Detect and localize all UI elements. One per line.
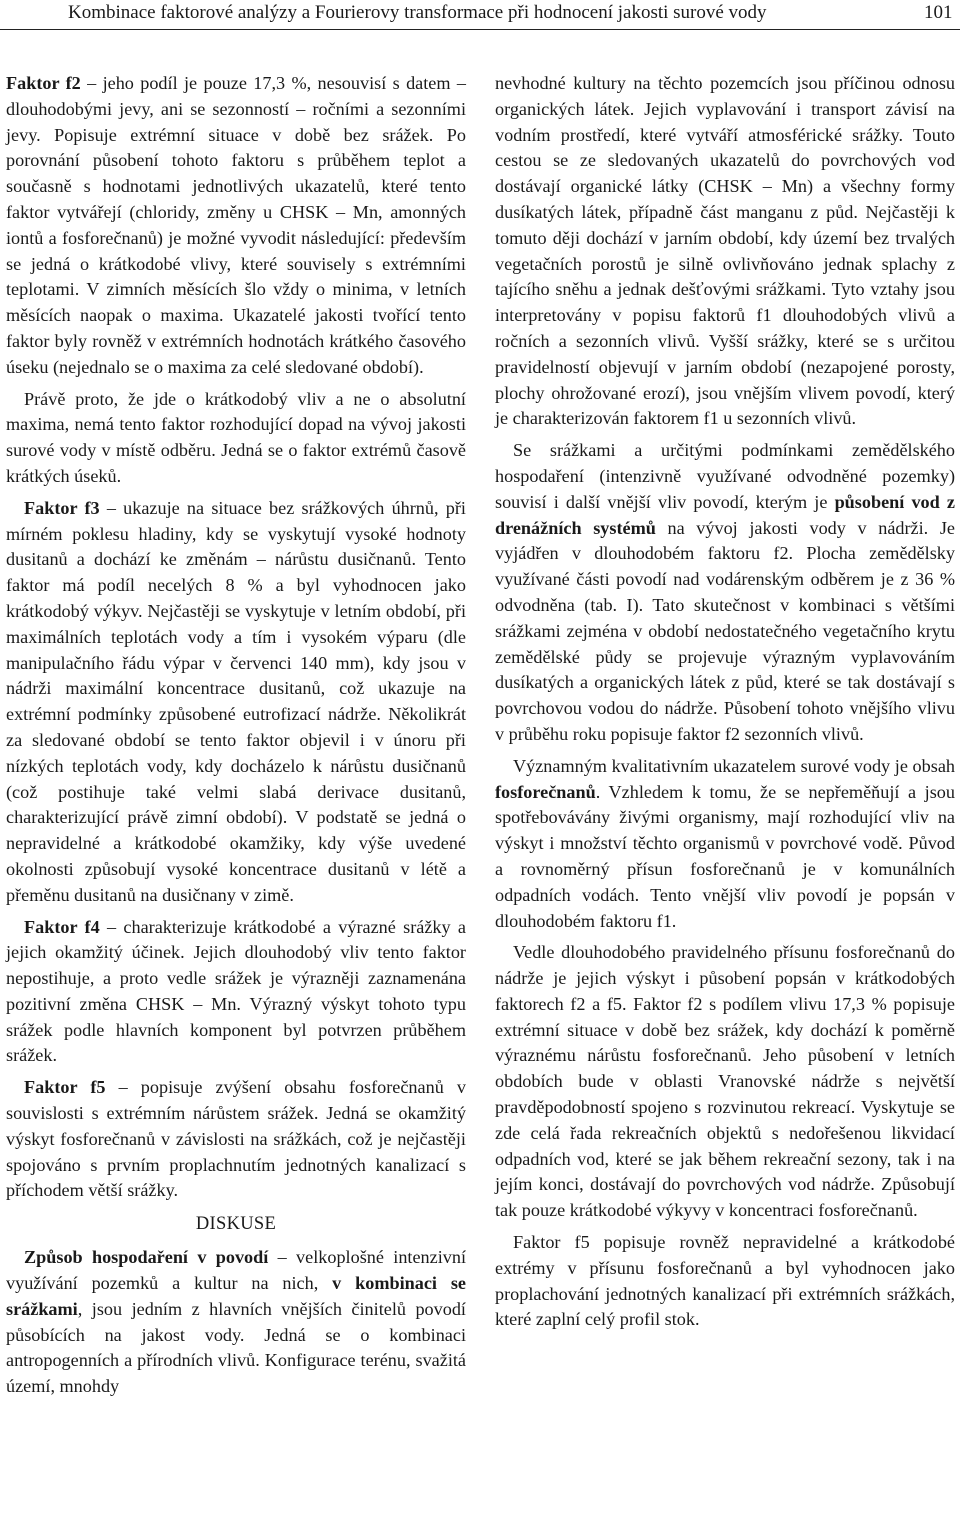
section-heading-diskuse: DISKUSE xyxy=(195,1214,277,1235)
hospodareni-text-a: – velkoplošné intenzivní využívání pozemků a kultur na nich, xyxy=(6,1247,467,1294)
right-column xyxy=(495,71,955,1339)
running-header xyxy=(0,0,960,26)
fosforecnany-text-b: . Vzhledem k tomu, že se nepřeměňují a jsou spotřebovávány živými organismy, mají rozhodující vliv na výskyt i množství těchto organismů v povrchové vodě. Původ a rovnoměrný přísun fosforečnanů je v komunálních odpadních vodách. Tento vnější vliv povodí je popsán v dlouhodobém faktoru f1. xyxy=(495,781,955,931)
header-rule xyxy=(0,29,960,30)
paragraph-prisun: Vedle dlouhodobého pravidelného přísunu fosforečnanů do nádrže je jejich výskyt i působení popsán v krátkodobých faktorech f2 a f5. Faktor f2 s podílem vlivu 17,3 % popisuje extrémní situace v době bez srážek, kdy dochází k poměrně výraznému nárůstu fosforečnanů. Jeho působení v letních obdobích bude v oblasti Vranovské nádrže s největší pravděpodobností spojeno s rozvinutou rekreací. Vyskytuje se zde celá řada rekreačních objektů s nedořešenou likvidací odpadních vod, které se jak během rekreační sezony, tak i na jejím konci, dostávají do povrchových vod nádrže. Způsobují tak pouze krátkodobé výkyvy v koncentraci fosforečnanů. xyxy=(495,942,955,1221)
faktor-f3-text: – ukazuje na situace bez srážkových úhrnů, při mírném poklesu hladiny, kdy se vyskytují vysoké hodnoty dusitanů a dochází ke změnám – nárůstu dusičnanů. Tento faktor má podíl necelých 8 % a byl vyhodnocen jako krátkodobý výkyv. Nejčastěji se vyskytuje v letním období, při maximálních teplotách vody a tím i vysokém výparu (dle manipulačního řádu výpar v červenci 140 mm), kdy jsou v nádrži maximální koncentrace dusitanů, což ukazuje na extrémní podmínky způsobené eutrofizací nádrže. Několikrát za sledované období se tento faktor objevil i v únoru při nízkých teplotách vody, kdy docházelo k nárůstu dusičnanů (což postihuje také velmi slabá derivace dusitanů, charakterizující právě zimní období). V podstatě se jedná o nepravidelné a krátkodobé okamžiky, kdy výše uvedené okolnosti způsobují vysoké koncentrace dusitanů v létě a přeměnu dusitanů na dusičnany v zimě. xyxy=(6,497,466,905)
paragraph-drenaze xyxy=(495,438,955,748)
paragraph-hospodareni xyxy=(6,1245,466,1400)
paragraph-faktor-f3 xyxy=(6,496,466,909)
faktor-f2-text: – jeho podíl je pouze 17,3 %, nesouvisí s datem – dlouhodobými jevy, ani se sezonností – ročními a sezonními jevy. Popisuje extrémní situace v době bez srážek. Po porovnání působení tohoto faktoru s průběhem teplot a současně s hodnotami jednotlivých ukazatelů, které tento faktor vytvářejí (chloridy, změny u CHSK – Mn, amonných iontů a fosforečnanů) je možné vyvodit následující: především se jedná o krátkodobé vlivy, které souvisely s extrémními teplotami. V zimních měsících šlo vždy o minima, v letních měsících naopak o maxima. Ukazatelé jakosti tvořící tento faktor byly rovněž v extrémních hodnotách krátkého časového úseku (nejednalo se o maxima za celé sledované období). xyxy=(6,73,466,377)
fosforecnany-bold: fosforečnanů xyxy=(495,781,596,802)
paragraph-faktor-f5 xyxy=(6,1075,466,1204)
paragraph-faktor-f2 xyxy=(6,71,466,381)
left-column xyxy=(6,71,466,1406)
faktor-f2-lead: Faktor f2 xyxy=(6,73,81,93)
drenaze-text-a: Se srážkami a určitými podmínkami zemědělského hospodaření (intenzivně využívané odvodněné pozemky) souvisí i další vnější vliv povodí, kterým je xyxy=(495,440,955,512)
paragraph-faktor-f5-right: Faktor f5 popisuje rovněž nepravidelné a krátkodobé extrémy v přísunu fosforečnanů a byl vyhodnocen jako proplachování jednotných kanalizací při extrémních srážkách, které zaplní celý profil stok. xyxy=(495,1232,955,1330)
paragraph-continuation: nevhodné kultury na těchto pozemcích jsou příčinou odnosu organických látek. Jejich vyplavování i transport závisí na vodním prostředí, které vytváří atmosférické srážky. Touto cestou se ze sledovaných ukazatelů do povrchových vod dostávají organické látky (CHSK – Mn) a všechny formy dusíkatých látek, případně část manganu z půd. Nejčastěji k tomuto ději dochází v jarním období, kdy území bez trvalých vegetačních porostů je silně ovlivňováno jednak splachy z tajícího sněhu a jednak dešťovými srážkami. Tyto vztahy jsou interpretovány v popisu faktorů f1 dlouhodobých vlivů a ročních a sezonních vlivů. Vyšší srážky, které se s určitou pravidelností objevují v jarním období (nezapojené porosty, plochy ohrožované erozí), jsou vnějším vlivem povodí, který je charakterizován faktorem f1 u sezonních vlivů. xyxy=(495,73,955,429)
faktor-f4-lead: Faktor f4 xyxy=(24,916,100,937)
hospodareni-lead: Způsob hospodaření v povodí xyxy=(24,1247,269,1268)
running-title: Kombinace faktorové analýzy a Fourierovy transformace při hodnocení jakosti surové vody xyxy=(68,2,767,23)
faktor-f4-text: – charakterizuje krátkodobé a výrazné srážky a jejich okamžitý účinek. Jejich dlouhodobý vliv tento faktor nepostihuje, a proto vedle srážek je výrazněji zaznamenána pozitivní změna CHSK – Mn. Výrazný výskyt tohoto typu srážek podle hlavních komponent byl potvrzen průběhem srážek. xyxy=(6,916,466,1066)
page-number: 101 xyxy=(924,2,953,23)
drenaze-text-b: na vývoj jakosti vody v nádrži. Je vyjádřen v dlouhodobém faktoru f2. Plocha zemědělsky využívané části povodí nad vodárenským odběrem je z 36 % odvodněna (tab. I). Tato skutečnost v kombinaci s většími srážkami zejména v období nedostatečného vegetačního krytu zemědělské půdy se projevuje výrazným vyplavováním dusíkatých a organických látek z půd, které se tak dostávají s povrchovou vodou do nádrže. Působení tohoto vnějšího vlivu v průběhu roku popisuje faktor f2 sezonních vlivů. xyxy=(495,517,956,744)
fosforecnany-text-a: Významným kvalitativním ukazatelem surové vody je obsah xyxy=(513,755,955,776)
paragraph-faktor-f4 xyxy=(6,915,466,1070)
faktor-f5-lead: Faktor f5 xyxy=(24,1077,106,1098)
faktor-f5-text: – popisuje zvýšení obsahu fosforečnanů v souvislosti s extrémním nárůstem srážek. Jedná se okamžitý výskyt fosforečnanů v závislosti na srážkách, což je nejčastěji spojováno s prvním proplachnutím jednotných kanalizací s příchodem větší srážky. xyxy=(6,1077,466,1201)
hospodareni-text-b: , jsou jedním z hlavních vnějších činitelů povodí působících na jakost vody. Jedná se o kombinaci antropogenních a přírodních vlivů. Konfigurace terénu, svažitá území, mnohdy xyxy=(6,1298,466,1397)
paragraph-fosforecnany xyxy=(495,754,955,935)
paragraph-f2-conclusion: Právě proto, že jde o krátkodobý vliv a ne o absolutní maxima, nemá tento faktor rozhodující dopad na vývoj jakosti surové vody v místě odběru. Jedná se o faktor extrémů časově krátkých úseků. xyxy=(6,388,466,486)
drenaze-bold: působení vod z drenážních systémů xyxy=(495,491,955,538)
faktor-f3-lead: Faktor f3 xyxy=(24,497,100,518)
hospodareni-bold-b: v kombinaci se srážkami xyxy=(6,1273,467,1319)
